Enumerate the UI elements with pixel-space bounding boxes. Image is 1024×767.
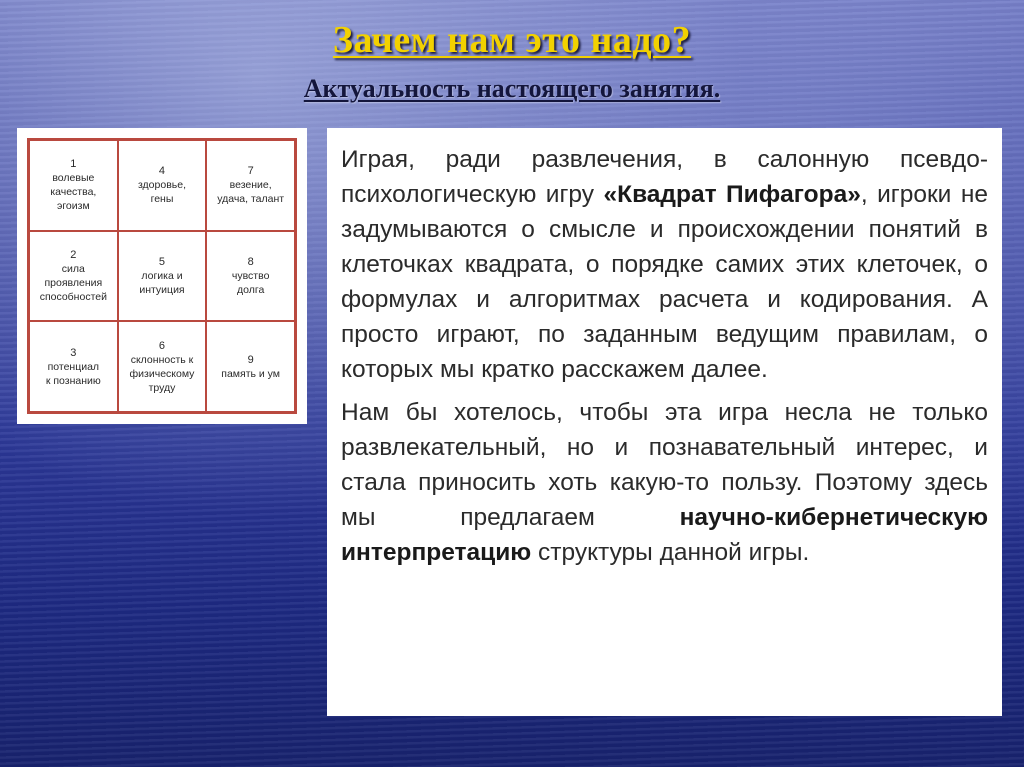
slide-title: Зачем нам это надо? xyxy=(332,19,692,61)
cell-number: 9 xyxy=(247,353,254,366)
pythagoras-square-image xyxy=(17,128,307,424)
pythagoras-square-grid xyxy=(27,138,297,414)
cell-text: здоровье, xyxy=(137,179,187,192)
cell-text: удача, талант xyxy=(217,193,285,206)
paragraph-text: структуры данной игры. xyxy=(531,539,810,566)
game-name-bold: «Квадрат Пифагора» xyxy=(603,181,861,208)
paragraph-text: Нам бы хотелось, чтобы эта игра несла не только развлекательный, но и познавательный интерес, и стала приносить хоть какую-то пользу. Поэтому здесь мы предлагаем xyxy=(341,399,988,531)
square-cell-4 xyxy=(118,140,207,231)
cell-text: способностей xyxy=(39,290,107,303)
cell-number: 1 xyxy=(70,158,77,171)
cell-number: 5 xyxy=(158,255,166,268)
square-cell-7 xyxy=(206,140,295,231)
cell-number: 4 xyxy=(158,165,166,178)
cell-number: 6 xyxy=(158,339,166,352)
cell-text: долга xyxy=(237,283,265,296)
cell-text: качества, xyxy=(50,186,97,199)
interpretation-bold: научно-кибернетическую интерпретацию xyxy=(341,504,988,566)
square-cell-1 xyxy=(29,140,118,231)
square-cell-2 xyxy=(29,231,118,322)
paragraph-text: Играя, ради развлечения, в салонную псевдо-психологическую игру xyxy=(341,146,988,208)
cell-number: 3 xyxy=(70,346,77,359)
slide-subtitle: Актуальность настоящего занятия. xyxy=(303,74,721,103)
cell-text: память и ум xyxy=(221,367,281,380)
cell-text: гены xyxy=(150,193,174,206)
cell-text: сила xyxy=(61,262,85,275)
square-cell-3 xyxy=(29,321,118,412)
cell-text: проявления xyxy=(44,276,103,289)
cell-text: потенциал xyxy=(47,360,100,373)
cell-text: чувство xyxy=(231,269,270,282)
square-cell-8 xyxy=(206,231,295,322)
cell-text: физическому xyxy=(129,367,195,380)
cell-number: 2 xyxy=(70,248,77,261)
cell-text: к познанию xyxy=(45,374,101,387)
paragraph-game-description xyxy=(341,142,988,387)
paragraph-text: , игроки не задумываются о смысле и происхождении понятий в клеточках квадрата, о порядке самих этих клеточек, о формулах и алгоритмах расчета и кодирования. А просто играют, по заданным ведущим правилам, о которых мы кратко расскажем далее. xyxy=(341,181,988,383)
cell-text: везение, xyxy=(229,179,272,192)
cell-number: 8 xyxy=(247,255,254,268)
cell-number: 7 xyxy=(247,165,254,178)
cell-text: волевые xyxy=(52,172,95,185)
square-cell-5 xyxy=(118,231,207,322)
text-panel xyxy=(327,128,1002,716)
square-cell-6 xyxy=(118,321,207,412)
cell-text: интуиция xyxy=(139,283,185,296)
cell-text: склонность к xyxy=(130,353,194,366)
paragraph-purpose xyxy=(341,395,988,570)
square-cell-9 xyxy=(206,321,295,412)
cell-text: эгоизм xyxy=(56,200,90,213)
cell-text: логика и xyxy=(141,269,183,282)
cell-text: труду xyxy=(148,381,176,394)
